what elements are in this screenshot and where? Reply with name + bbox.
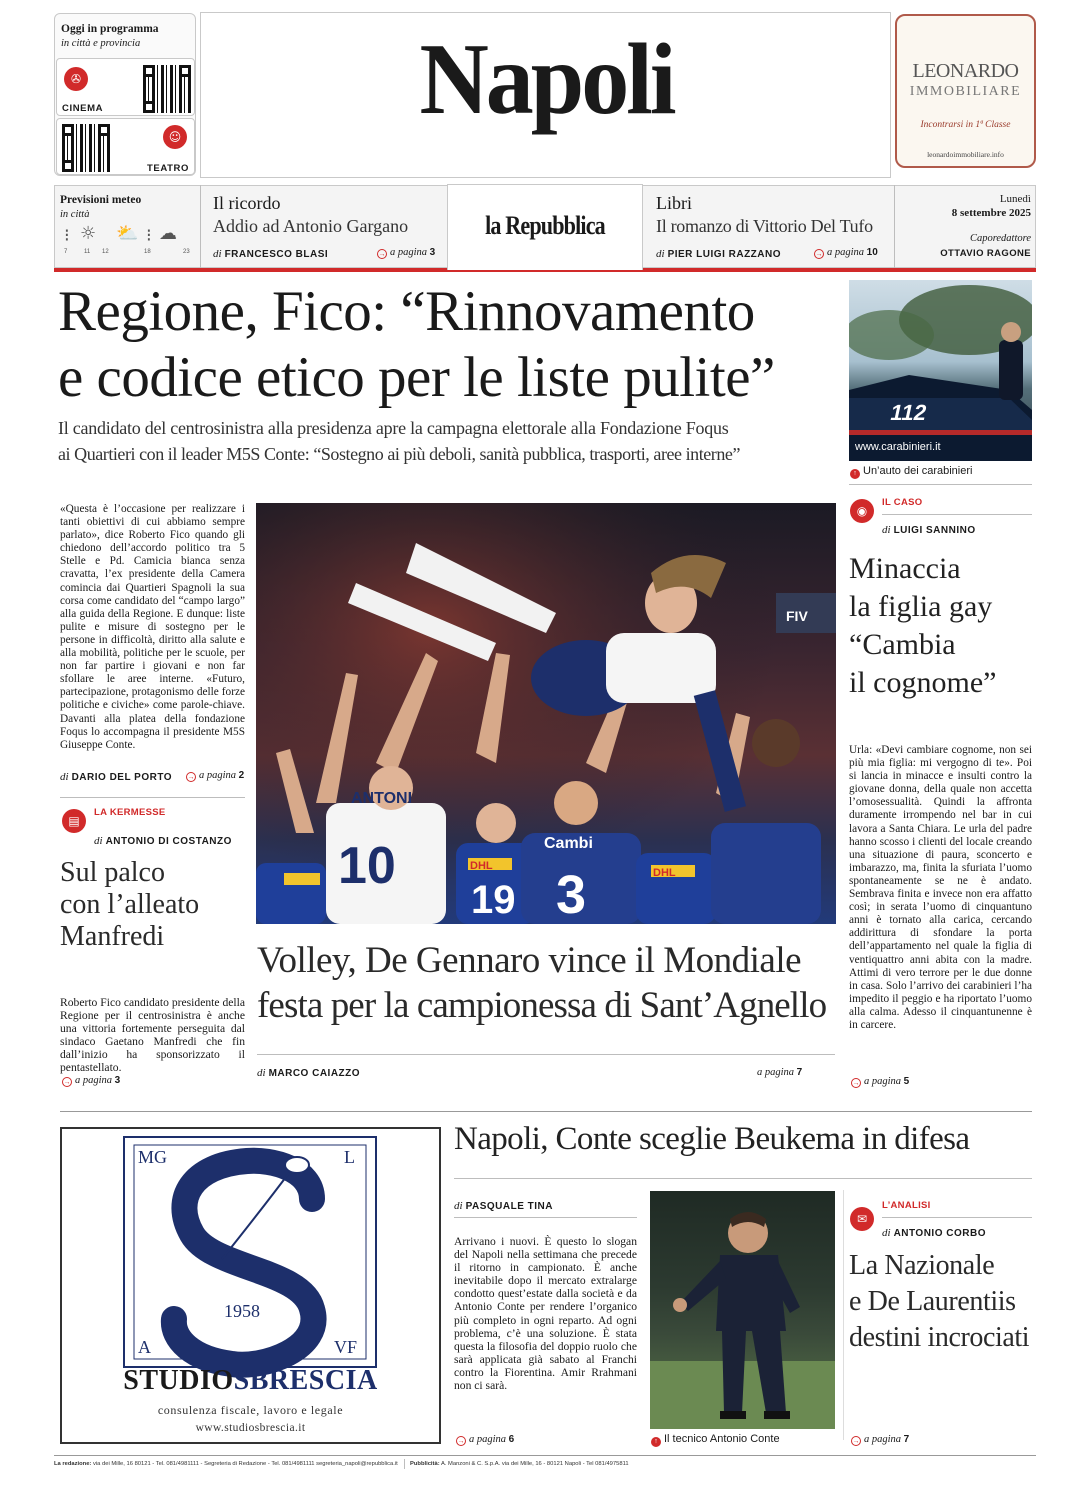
lead-headline-line-1[interactable]: Regione, Fico: “Rinnovamento bbox=[58, 280, 755, 343]
jersey-name: Cambi bbox=[544, 835, 593, 852]
sponsor-text: DHL bbox=[470, 860, 493, 872]
divider bbox=[454, 1178, 1032, 1179]
ricordo-title: Addio ad Antonio Gargano bbox=[213, 216, 409, 236]
arrow-right-icon: → bbox=[63, 1078, 71, 1086]
headline-line: “Cambia bbox=[849, 628, 956, 661]
carabinieri-photo bbox=[849, 280, 1032, 461]
jersey-number: 19 bbox=[471, 878, 516, 922]
lead-deck-line-2: ai Quartieri con il leader M5S Conte: “Sostegno ai più deboli, sanità pubblica, trasporti, aree interne” bbox=[58, 444, 740, 464]
hour-label: 7 bbox=[64, 249, 68, 255]
libri-section: Libri bbox=[656, 193, 692, 213]
analisi-kicker: L’ANALISI bbox=[882, 1200, 931, 1211]
calcio-body: Arrivano i nuovi. È questo lo slogan del Napoli nella settimana che precede il ritorno in campionato. È anche inevitabile dopo il mercato extralarge condotto quest’estate dalla società e da Antonio Conte per rendere l’organico più completo in ogni reparto. Ad ogni problema, c’è una soluzione. È stata questa la filosofia del doppio ruolo che sarà applicata già sabato al Franchi contro la Fiorentina. Amir Rrahmani non ci sarà. bbox=[454, 1235, 637, 1393]
analisi-byline: di ANTONIO CORBO bbox=[882, 1227, 986, 1239]
editor-role: Caporedattore bbox=[969, 233, 1031, 244]
studio-year: 1958 bbox=[224, 1301, 260, 1321]
issue-date: 8 settembre 2025 bbox=[951, 207, 1031, 219]
carabinieri-illustration bbox=[849, 280, 1032, 461]
rain-icon: ⁝ bbox=[64, 225, 70, 246]
studio-corner-br: VF bbox=[334, 1337, 358, 1357]
studio-sbrescia-ad[interactable] bbox=[60, 1127, 441, 1444]
jersey-name: ANTONI bbox=[351, 790, 413, 807]
volley-photo bbox=[256, 503, 836, 924]
divider bbox=[882, 514, 1032, 515]
headline-line: Minaccia bbox=[849, 552, 961, 585]
programma-subtitle: in città e provincia bbox=[61, 38, 141, 49]
studio-brand-a: STUDIO bbox=[123, 1365, 234, 1396]
divider bbox=[843, 1190, 844, 1440]
editor-name: OTTAVIO RAGONE bbox=[940, 248, 1031, 259]
leonardo-sub: IMMOBILIARE bbox=[909, 84, 1022, 99]
ricordo-section: Il ricordo bbox=[213, 193, 281, 213]
arrow-right-icon: → bbox=[815, 250, 823, 258]
lead-deck-line-1: Il candidato del centrosinistra alla presidenza apre la campagna elettorale alla Fondazione Foqus bbox=[58, 418, 729, 438]
teatro-label: TEATRO bbox=[147, 163, 189, 174]
leonardo-url: leonardoimmobiliare.info bbox=[927, 150, 1004, 159]
divider bbox=[200, 185, 201, 268]
divider bbox=[454, 1217, 637, 1218]
studio-brand-b: SBRESCIA bbox=[233, 1365, 378, 1396]
programma-box bbox=[54, 13, 196, 176]
volley-byline: di MARCO CAIAZZO bbox=[257, 1067, 361, 1079]
cinema-card[interactable] bbox=[56, 58, 195, 116]
footer-redazione-label: La redazione: bbox=[54, 1461, 92, 1467]
film-reel-icon: ✇ bbox=[64, 67, 88, 91]
studio-url: www.studiosbrescia.it bbox=[195, 1422, 306, 1434]
arrow-right-icon: → bbox=[378, 250, 386, 258]
headline-line: e De Laurentiis bbox=[849, 1286, 1016, 1317]
studio-corner-bl: A bbox=[138, 1337, 151, 1357]
banner-text: FIV bbox=[786, 608, 808, 624]
hour-label: 11 bbox=[84, 249, 91, 255]
analisi-headline[interactable] bbox=[849, 1248, 1029, 1356]
analisi-page-link[interactable]: → a pagina 7 bbox=[852, 1434, 910, 1445]
footer-pubblicita bbox=[410, 1461, 629, 1467]
libri-title: Il romanzo di Vittorio Del Tufo bbox=[656, 216, 873, 236]
footer-redazione bbox=[54, 1461, 398, 1467]
divider bbox=[882, 1217, 1032, 1218]
kermesse-kicker: LA KERMESSE bbox=[94, 807, 166, 818]
calcio-byline: di PASQUALE TINA bbox=[454, 1200, 553, 1212]
leonardo-brand: LEONARDO bbox=[912, 60, 1019, 82]
headline-line: con l’alleato bbox=[60, 889, 200, 920]
arrow-up-icon: ↑ bbox=[850, 469, 860, 479]
volley-headline-line-2[interactable]: festa per la campionessa di Sant’Agnello bbox=[257, 985, 827, 1026]
leonardo-tagline: Incontrarsi in 1ª Classe bbox=[920, 120, 1011, 130]
car-number: 112 bbox=[888, 400, 929, 425]
arrow-right-icon: → bbox=[852, 1437, 860, 1445]
leonardo-ad[interactable] bbox=[895, 14, 1036, 168]
caso-page-link[interactable]: → a pagina 5 bbox=[852, 1076, 910, 1087]
eye-icon: ◉ bbox=[850, 499, 874, 523]
studio-corner-tr: L bbox=[344, 1147, 355, 1167]
jersey-number: 3 bbox=[556, 865, 587, 924]
divider bbox=[257, 1054, 835, 1055]
sun-icon: ☼ bbox=[80, 223, 97, 244]
repubblica-logo-box bbox=[447, 184, 643, 270]
divider bbox=[849, 484, 1032, 485]
arrow-right-icon: → bbox=[187, 773, 195, 781]
footer-pubblicita-label: Pubblicità: bbox=[410, 1461, 440, 1467]
issue-day: Lunedì bbox=[999, 193, 1031, 205]
arrow-right-icon: → bbox=[457, 1437, 465, 1445]
section-divider bbox=[60, 1111, 1032, 1112]
caso-body: Urla: «Devi cambiare cognome, non sei più mia figlia: mi vergogno di te». Poi si lancia in minacce e insulti contro la giovane donna, della quale non accetta l’omosessualità. Quindi la affronta duramente irrompendo nel bar in cui lavora a Santa Chiara. Le urla del padre hanno scosso i clienti del locale creando una situazione di paura, sconcerto e imbarazzo, ma, finita la sfuriata l’uomo spontaneamente se ne è andato. Sembrava finita e invece non era affatto così; in serata l’uomo di cinquantuno anni è tornato alla carica, cercando addirittura di sfondare la porta dell’appartamento nel quale la figlia di ventiquattro anni abita con la madre. Attimi di vero terrore per le due donne in casa. Solo l’arrivo dei carabinieri l’ha impedito il peggio e ha riportato l’uomo alla calma. Adesso il cinquantunenne è in carcere. bbox=[849, 744, 1032, 1031]
sponsor-text: DHL bbox=[653, 867, 676, 879]
headline-line: il cognome” bbox=[849, 666, 997, 699]
footer-redazione-text: via dei Mille, 16 80121 - Tel. 081/4981111 - Segreteria di Redazione - Tel. 081/4981111 segreteria_napoli@repubblica.it bbox=[93, 1461, 398, 1467]
lead-page-link[interactable]: → a pagina 2 bbox=[187, 770, 245, 781]
kermesse-byline: di ANTONIO DI COSTANZO bbox=[94, 835, 232, 847]
studio-brand bbox=[62, 1365, 439, 1397]
teatro-card[interactable] bbox=[56, 118, 195, 175]
ricordo-page-link[interactable]: → a pagina 3 bbox=[378, 247, 436, 258]
kermesse-body: Roberto Fico candidato presidente della Regione per il centrosinistra è anche una vittoria fortemente perseguita dal sindaco Gaetano Manfredi che fin dall’inizio ha sponsorizzato il pentastellato. bbox=[60, 996, 245, 1075]
volley-page-link[interactable]: a pagina 7 bbox=[757, 1067, 803, 1078]
arrow-right-icon: → bbox=[852, 1079, 860, 1087]
divider bbox=[404, 1459, 405, 1469]
conte-photo bbox=[650, 1191, 835, 1429]
theater-mask-icon: ☺ bbox=[163, 125, 187, 149]
headline-line: Sul palco bbox=[60, 857, 165, 888]
hour-label: 23 bbox=[183, 249, 190, 255]
studio-corner-tl: MG bbox=[138, 1147, 168, 1167]
kermesse-headline[interactable] bbox=[60, 857, 199, 953]
studio-tagline: consulenza fiscale, lavoro e legale bbox=[157, 1403, 344, 1417]
meteo-icons bbox=[64, 225, 192, 247]
headline-line: la figlia gay bbox=[849, 590, 993, 623]
repubblica-logo: la Repubblica bbox=[485, 211, 605, 240]
libri-page-link[interactable]: → a pagina 10 bbox=[815, 247, 878, 258]
ricordo-teaser[interactable] bbox=[205, 185, 445, 268]
footer-divider bbox=[54, 1455, 1036, 1456]
headline-line: La Nazionale bbox=[849, 1250, 995, 1281]
carabinieri-caption: ↑ Un’auto dei carabinieri bbox=[850, 465, 972, 479]
masthead-title: Napoli bbox=[419, 21, 674, 136]
divider bbox=[60, 797, 245, 798]
libri-byline: di PIER LUIGI RAZZANO bbox=[656, 248, 782, 260]
volley-illustration bbox=[256, 503, 836, 924]
libri-teaser[interactable] bbox=[646, 185, 894, 268]
meteo-box bbox=[54, 185, 194, 268]
masthead-frame bbox=[200, 12, 891, 178]
kermesse-page-link[interactable]: → a pagina 3 bbox=[63, 1075, 121, 1086]
newspaper-icon: ▤ bbox=[62, 809, 86, 833]
calcio-headline[interactable]: Napoli, Conte sceglie Beukema in difesa bbox=[454, 1121, 970, 1157]
rain-icon: ⁝ bbox=[146, 225, 152, 246]
partly-cloudy-icon: ⛅ bbox=[116, 223, 139, 244]
date-box bbox=[895, 185, 1033, 268]
calcio-page-link[interactable]: → a pagina 6 bbox=[457, 1434, 515, 1445]
lead-headline-line-2[interactable]: e codice etico per le liste pulite” bbox=[58, 346, 775, 409]
headline-line: Manfredi bbox=[60, 921, 165, 952]
meteo-title: Previsioni meteo bbox=[60, 194, 142, 206]
conte-illustration bbox=[650, 1191, 835, 1429]
headline-line: destini incrociati bbox=[849, 1322, 1030, 1353]
jersey-number: 10 bbox=[338, 837, 396, 895]
arrow-up-icon: ↑ bbox=[651, 1437, 661, 1447]
meteo-subtitle: in città bbox=[60, 209, 90, 220]
caso-kicker: IL CASO bbox=[882, 497, 923, 508]
volley-headline-line-1[interactable]: Volley, De Gennaro vince il Mondiale bbox=[257, 940, 802, 981]
hour-label: 18 bbox=[144, 249, 151, 255]
ricordo-byline: di FRANCESCO BLASI bbox=[213, 248, 329, 260]
lead-byline: di DARIO DEL PORTO bbox=[60, 771, 173, 783]
caso-headline[interactable] bbox=[849, 550, 996, 702]
lead-body: «Questa è l’occasione per realizzare i tanti obiettivi di cui abbiamo sempre parlato», dice Roberto Fico quando gli chiedono dell’accordo politico tra 5 Stelle e Pd. Camicia bianca senza cravatta, l’ex presidente della Camera comincia dai Quartieri Spagnoli la sua corsa come candidato del “campo largo” alla guida della Regione. E dunque: liste pulite e misure di sostegno per le persone in difficoltà, diritto alla salute e alla mobilità, politiche per le scuole, per non far partire i giovani e non far sfollare le aree interne. «Futuro, partecipazione, protagonismo delle forze politiche e civiche» come parole-chiave. Davanti alla platea della fondazione Foqus lo accompagna il presidente M5S Giuseppe Conte. bbox=[60, 503, 245, 751]
programma-title: Oggi in programma bbox=[61, 23, 159, 35]
car-url: www.carabinieri.it bbox=[855, 441, 941, 453]
conte-caption: ↑ Il tecnico Antonio Conte bbox=[651, 1433, 780, 1447]
caso-byline: di LUIGI SANNINO bbox=[882, 524, 976, 536]
cinema-label: CINEMA bbox=[62, 103, 104, 114]
cloud-icon: ☁ bbox=[159, 223, 177, 244]
teatro-qr-code[interactable] bbox=[62, 124, 110, 172]
cinema-qr-code[interactable] bbox=[143, 65, 191, 113]
hour-label: 12 bbox=[102, 249, 109, 255]
speech-bubble-icon: ✉ bbox=[850, 1207, 874, 1231]
footer-pubblicita-text: A. Manzoni & C. S.p.A. via dei Mille, 16 - 80121 Napoli - Tel 081/4975811 bbox=[440, 1461, 629, 1467]
